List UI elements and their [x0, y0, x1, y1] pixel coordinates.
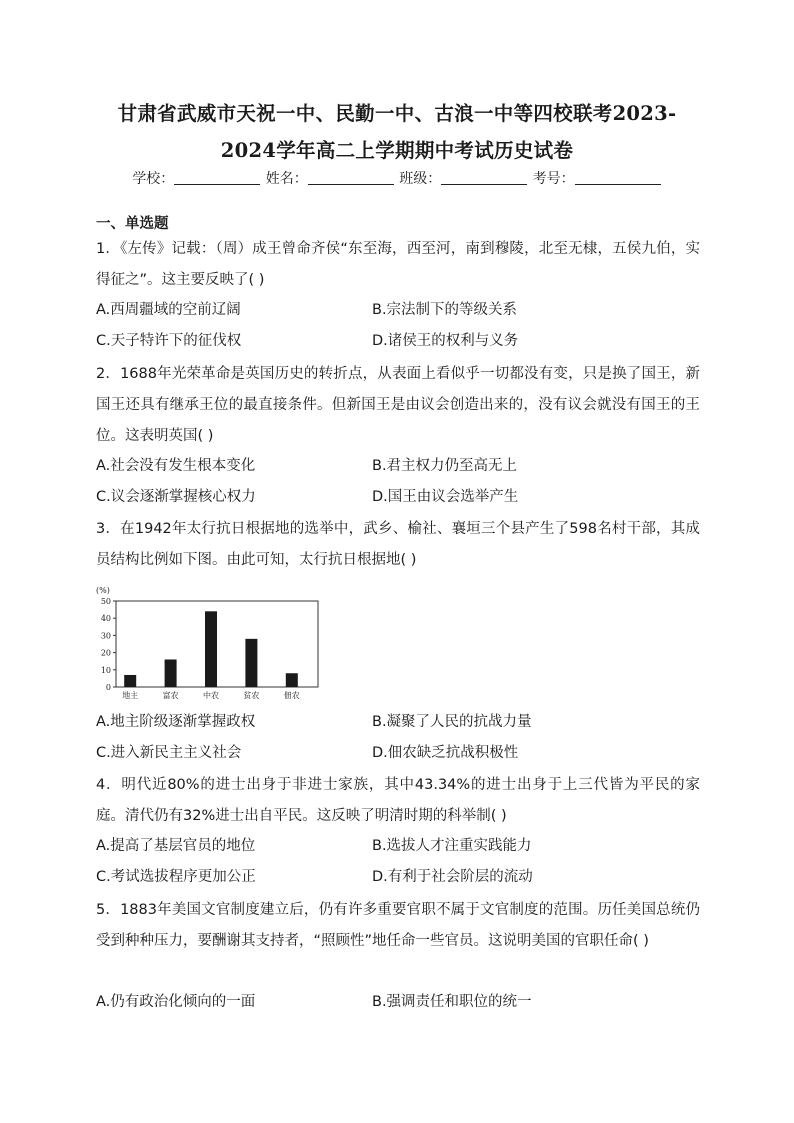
question-4-option-a[interactable]: A.提高了基层官员的地位 — [96, 838, 256, 854]
name-blank[interactable] — [308, 170, 394, 185]
question-3-option-b[interactable]: B.凝聚了人民的抗战力量 — [372, 714, 532, 730]
exam-number-label: 考号： — [532, 171, 575, 187]
question-1-option-c[interactable]: C.天子特许下的征伐权 — [96, 333, 242, 349]
school-label: 学校： — [132, 171, 175, 187]
x-tick-label: 佃农 — [283, 691, 300, 700]
class-blank[interactable] — [441, 170, 527, 185]
question-1-option-a[interactable]: A.西周疆域的空前辽阔 — [96, 302, 241, 318]
name-label: 姓名： — [265, 171, 308, 187]
y-tick-label: 20 — [100, 648, 111, 658]
question-3-stem: 3．在1942年太行抗日根据地的选举中，武乡、榆社、襄垣三个县产生了598名村干部，其成员结构比例如下图。由此可知，太行抗日根据地( ) — [96, 521, 700, 568]
y-tick-label: 30 — [100, 631, 111, 641]
y-tick-label: 40 — [100, 614, 111, 624]
question-3-option-d[interactable]: D.佃农缺乏抗战积极性 — [372, 745, 519, 761]
question-2-stem: 2．1688年光荣革命是英国历史的转折点，从表面上看似乎一切都没有变，只是换了国王，新国王还具有继承王位的最直接条件。但新国王是由议会创造出来的，没有议会就没有国王的王位。这表明英国( ) — [96, 366, 700, 444]
chart-unit-label: (%) — [96, 586, 110, 595]
question-3-option-a[interactable]: A.地主阶级逐渐掌握政权 — [96, 714, 256, 730]
class-label: 班级： — [399, 171, 442, 187]
question-5-stem: 5．1883年美国文官制度建立后，仍有许多重要官职不属于文官制度的范围。历任美国总统仍受到种种压力，要酬谢其支持者，“照顾性”地任命一些官员。这说明美国的官职任命( ) — [96, 902, 700, 949]
x-tick-label: 富农 — [162, 691, 179, 700]
question-2-option-b[interactable]: B.君主权力仍至高无上 — [372, 458, 518, 474]
question-4-stem: 4．明代近80%的进士出身于非进士家族，其中43.34%的进士出身于上三代皆为平民的家庭。清代仍有32%进士出自平民。这反映了明清时期的科举制( ) — [96, 777, 700, 824]
question-4-option-d[interactable]: D.有利于社会阶层的流动 — [372, 869, 533, 885]
question-1-option-b[interactable]: B.宗法制下的等级关系 — [372, 302, 518, 318]
question-5-option-a[interactable]: A.仍有政治化倾向的一面 — [96, 994, 256, 1010]
school-blank[interactable] — [174, 170, 260, 185]
question-2-option-a[interactable]: A.社会没有发生根本变化 — [96, 458, 256, 474]
bar-佃农 — [286, 673, 298, 687]
question-4-option-b[interactable]: B.选拔人才注重实践能力 — [372, 838, 532, 854]
question-4-option-c[interactable]: C.考试选拔程序更加公正 — [96, 869, 256, 885]
question-1-stem: 1．《左传》记载：（周）成王曾命齐侯“东至海，西至河，南到穆陵，北至无棣，五侯九伯，实得征之”。这主要反映了( ) — [96, 241, 700, 288]
question-1-option-d[interactable]: D.诸侯王的权利与义务 — [372, 333, 519, 349]
section-title: 一、单选题 — [96, 216, 169, 232]
x-tick-label: 中农 — [203, 691, 219, 700]
bar-贫农 — [245, 639, 257, 687]
y-tick-label: 0 — [105, 683, 111, 692]
question-2-option-d[interactable]: D.国王由议会选举产生 — [372, 489, 519, 505]
bar-地主 — [124, 675, 136, 687]
cadre-composition-bar-chart — [90, 583, 330, 701]
question-2-option-c[interactable]: C.议会逐渐掌握核心权力 — [96, 489, 256, 505]
exam-title-line-1: 甘肃省武威市天祝一中、民勤一中、古浪一中等四校联考2023- — [117, 102, 677, 125]
x-tick-label: 地主 — [122, 691, 139, 700]
x-tick-label: 贫农 — [243, 691, 260, 700]
y-tick-label: 50 — [100, 597, 111, 606]
question-5-option-b[interactable]: B.强调责任和职位的统一 — [372, 994, 532, 1010]
student-info-row — [0, 167, 794, 191]
bar-富农 — [165, 659, 177, 687]
exam-title-line-2: 2024学年高二上学期期中考试历史试卷 — [220, 139, 574, 162]
y-tick-label: 10 — [100, 665, 111, 675]
question-3-option-c[interactable]: C.进入新民主主义社会 — [96, 745, 242, 761]
exam-number-blank[interactable] — [575, 170, 661, 185]
bar-中农 — [205, 611, 217, 687]
